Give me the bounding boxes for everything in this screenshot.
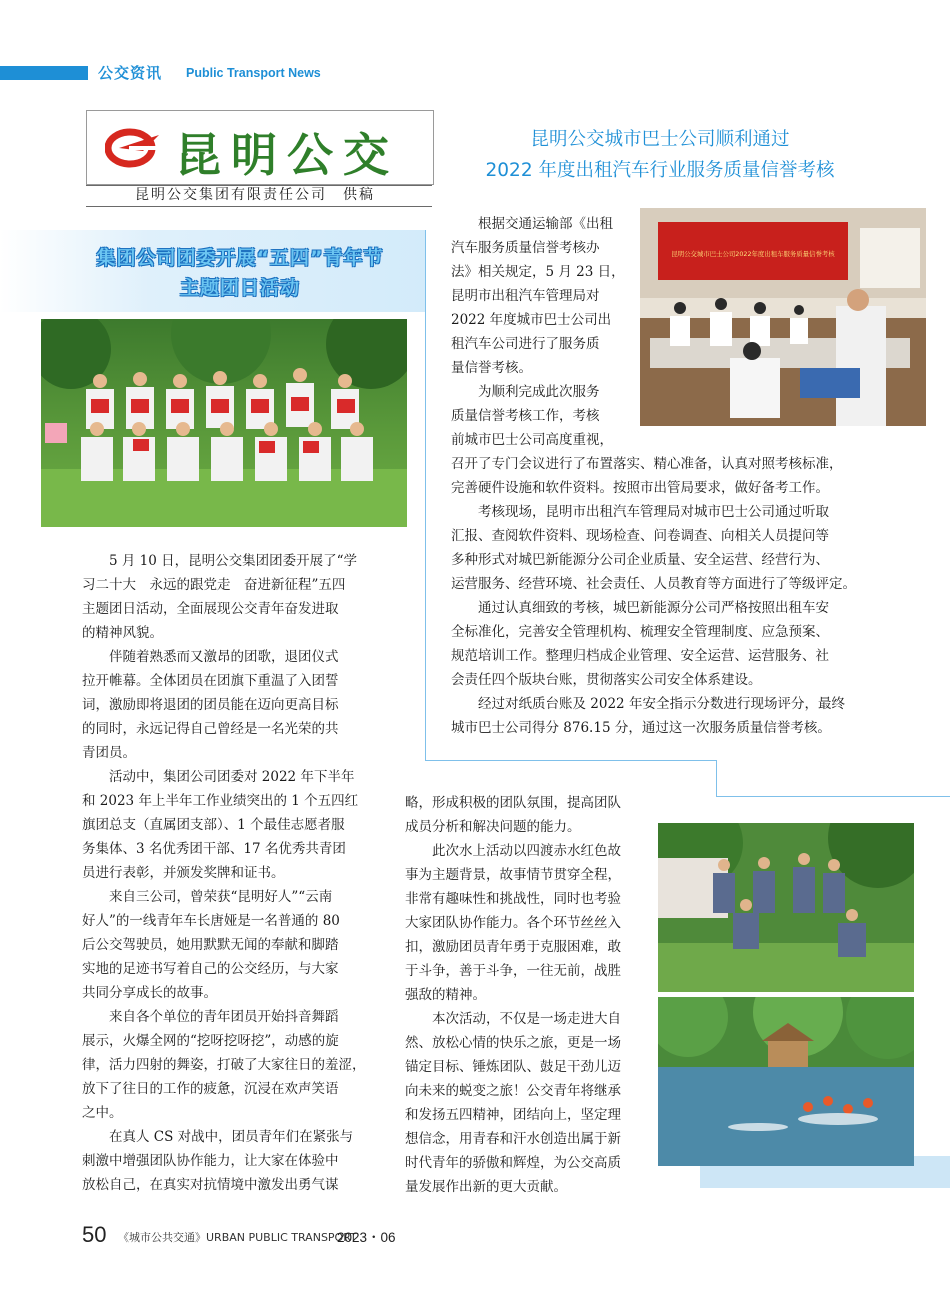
text-line: 习二十大 永远的跟党走 奋进新征程”五四	[82, 577, 346, 593]
right-article-title	[440, 124, 880, 186]
text-line: 召开了专门会议进行了布置落实、精心准备，认真对照考核标准，	[451, 456, 843, 472]
text-line: 在真人 CS 对战中，团员青年们在紧张与	[109, 1129, 354, 1145]
left-article-continued	[405, 791, 639, 1199]
text-line: 放下了往日的工作的疲惫，沉浸在欢声笑语	[82, 1081, 339, 1097]
text-line: 完善硬件设施和软件资料。按照市出管局要求，做好备考工作。	[451, 480, 829, 496]
logo-box	[86, 110, 434, 185]
text-line: 根据交通运输部《出租	[478, 216, 613, 232]
text-line: 为顺利完成此次服务	[478, 384, 600, 400]
text-line: 时代青年的骄傲和辉煌，为公交高质	[405, 1155, 621, 1171]
text-line: 活动中，集团公司团委对 2022 年下半年	[109, 769, 355, 785]
text-line: 会责任四个版块台账，贯彻落实公司安全体系建设。	[451, 672, 762, 688]
page-number: 50	[82, 1222, 107, 1247]
text-line: 事为主题背景，故事情节贯穿全程，	[405, 867, 621, 883]
text-line: 经过对纸质台账及 2022 年安全指示分数进行现场评分，最终	[478, 696, 845, 712]
text-line: 于斗争，善于斗争，一往无前，战胜	[405, 963, 621, 979]
text-line: 昆明市出租汽车管理局对	[451, 288, 600, 304]
text-line: 全标准化，完善安全管理机构、梳理安全管理制度、应急预案、	[451, 624, 829, 640]
text-line: 来自各个单位的青年团员开始抖音舞蹈	[109, 1009, 339, 1025]
text-line: 然、放松心情的快乐之旅，更是一场	[405, 1035, 621, 1051]
water-activity-photo	[658, 997, 914, 1166]
text-line: 扣，激励团员青年勇于克服困难，敢	[405, 939, 621, 955]
text-line: 共同分享成长的故事。	[82, 985, 217, 1001]
text-line: 大家团队协作能力。各个环节丝丝入	[405, 915, 621, 931]
text-line: 租汽车公司进行了服务质	[451, 336, 600, 352]
journal-name: 《城市公共交通》URBAN PUBLIC TRANSPORT	[118, 1231, 357, 1244]
title-line: 集团公司团委开展“五四”青年节	[96, 247, 384, 269]
text-line: 好人”的一线青年车长唐娅是一名普通的 80	[82, 913, 340, 929]
text-line: 律，活力四射的舞姿，打破了大家往日的羞涩，	[82, 1057, 366, 1073]
meeting-photo	[640, 208, 926, 426]
text-line: 锚定目标、锤炼团队、鼓足干劲儿迈	[405, 1059, 621, 1075]
section-color-bar	[0, 66, 88, 80]
text-line: 实地的足迹书写着自己的公交经历，与大家	[82, 961, 339, 977]
text-line: 词，激励即将退团的团员能在迈向更高目标	[82, 697, 339, 713]
text-line: 向未来的蜕变之旅！公交青年将继承	[405, 1083, 621, 1099]
text-line: 本次活动，不仅是一场走进大自	[432, 1011, 621, 1027]
text-line: 之中。	[82, 1105, 123, 1121]
submitter-credit: 昆明公交集团有限责任公司 供稿	[135, 187, 375, 203]
text-line: 拉开帷幕。全体团员在团旗下重温了入团誓	[82, 673, 339, 689]
text-line: 考核现场，昆明市出租汽车管理局对城市巴士公司通过听取	[478, 504, 829, 520]
text-line: 想信念，用青春和汗水创造出属于新	[405, 1131, 621, 1147]
text-line: 前城市巴士公司高度重视，	[451, 432, 613, 448]
title-line: 主题团日活动	[179, 277, 300, 299]
text-line: 汽车服务质量信誉考核办	[451, 240, 600, 256]
title-line: 2022 年度出租汽车行业服务质量信誉考核	[485, 160, 835, 181]
text-line: 规范培训工作。整理归档成企业管理、安全运营、运营服务、社	[451, 648, 829, 664]
text-line: 城市巴士公司得分 876.15 分，通过这一次服务质量信誉考核。	[451, 720, 831, 736]
text-line: 务集体、3 名优秀团干部、17 名优秀共青团	[82, 841, 346, 857]
text-line: 展示，火爆全网的“挖呀挖呀挖”，动感的旋	[82, 1033, 339, 1049]
text-line: 来自三公司，曾荣获“昆明好人”“云南	[109, 889, 333, 905]
frame-divider	[716, 796, 950, 797]
text-line: 和 2023 年上半年工作业绩突出的 1 个五四红	[82, 793, 359, 809]
text-line: 2022 年度城市巴士公司出	[451, 312, 612, 328]
text-line: 法》相关规定，5 月 23 日，	[451, 264, 625, 280]
right-article-intro	[451, 212, 634, 452]
text-line: 伴随着熟悉而又激昂的团歌，退团仪式	[109, 649, 339, 665]
right-article-body	[451, 452, 871, 740]
team-outdoor-photo	[658, 823, 914, 992]
logo-text: 昆明公交	[175, 128, 399, 182]
text-line: 后公交驾驶员，她用默默无闻的奉献和脚踏	[82, 937, 339, 953]
left-article-body	[82, 549, 372, 1197]
frame-divider	[716, 760, 717, 796]
text-line: 员进行表彰，并颁发奖牌和证书。	[82, 865, 285, 881]
text-line: 此次水上活动以四渡赤水红色故	[432, 843, 621, 859]
text-line: 汇报、查阅软件资料、现场检查、问卷调查、向相关人员提问等	[451, 528, 829, 544]
issue-number: 2023・06	[337, 1230, 396, 1245]
text-line: 质量信誉考核工作，考核	[451, 408, 600, 424]
text-line: 运营服务、经营环境、社会责任、人员教育等方面进行了等级评定。	[451, 576, 856, 592]
frame-divider	[425, 230, 426, 760]
meeting-banner: 昆明公交城市巴士公司2022年度出租车服务质量信誉考核	[671, 250, 835, 258]
text-line: 5 月 10 日，昆明公交集团团委开展了“学	[109, 553, 358, 569]
group-photo	[41, 319, 407, 527]
text-line: 量发展作出新的更大贡献。	[405, 1179, 567, 1195]
text-line: 旗团总支（直属团支部）、1 个最佳志愿者服	[82, 817, 345, 833]
text-line: 青团员。	[82, 745, 136, 761]
title-line: 昆明公交城市巴士公司顺利通过	[530, 129, 790, 150]
text-line: 的精神风貌。	[82, 625, 163, 641]
text-line: 强敌的精神。	[405, 987, 486, 1003]
text-line: 量信誉考核。	[451, 360, 532, 376]
text-line: 和发扬五四精神，团结向上，坚定理	[405, 1107, 621, 1123]
text-line: 放松自己，在真实对抗情境中激发出勇气谋	[82, 1177, 339, 1193]
section-title-en: Public Transport News	[186, 66, 321, 80]
left-article-title	[40, 243, 440, 303]
text-line: 的同时，永远记得自己曾经是一名光荣的共	[82, 721, 339, 737]
kunming-bus-logo-icon	[105, 123, 161, 171]
text-line: 非常有趣味性和挑战性，同时也考验	[405, 891, 621, 907]
text-line: 成员分析和解决问题的能力。	[405, 819, 581, 835]
frame-divider	[425, 760, 717, 761]
text-line: 主题团日活动，全面展现公交青年奋发进取	[82, 601, 339, 617]
section-title-cn: 公交资讯	[98, 64, 163, 82]
text-line: 通过认真细致的考核，城巴新能源分公司严格按照出租车安	[478, 600, 829, 616]
text-line: 略，形成积极的团队氛围，提高团队	[405, 795, 621, 811]
text-line: 刺激中增强团队协作能力，让大家在体验中	[82, 1153, 339, 1169]
text-line: 多种形式对城巴新能源分公司企业质量、安全运营、经营行为、	[451, 552, 829, 568]
